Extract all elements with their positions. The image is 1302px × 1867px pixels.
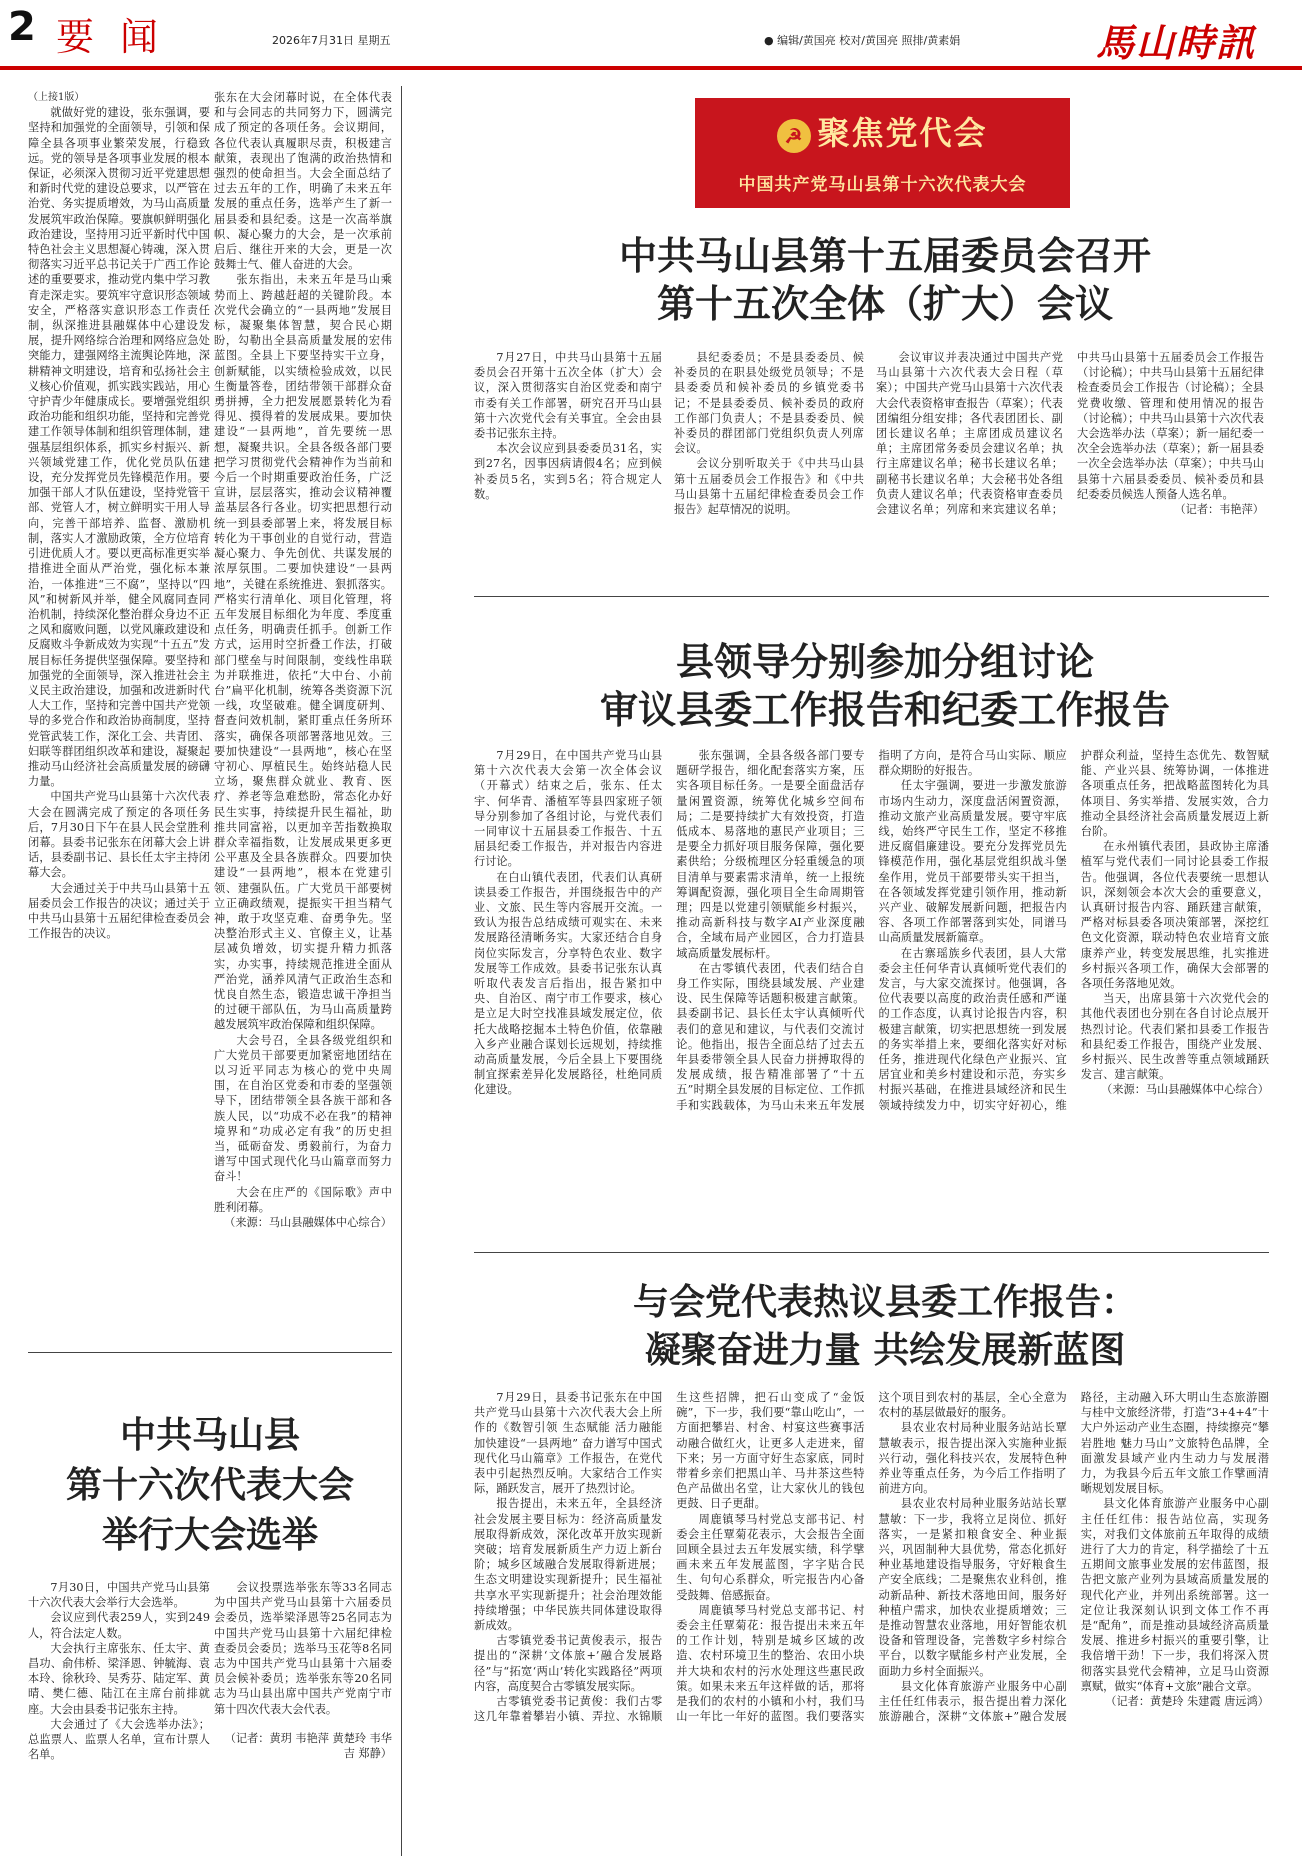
- story3-headline: [500, 638, 1270, 734]
- story2-column-2: [214, 1580, 392, 1860]
- editor-credits: ● 编辑/黄国亮 校对/黄国亮 照排/黄素娟: [764, 34, 961, 47]
- story4-columns: [474, 1390, 1269, 1860]
- story1-paragraph: 县纪委委员；不是县委委员、候补委员的在职县处级党员领导；不是县委委员和候补委员的乡镇党委书记；不是县委委员、候补委员的政府工作部门负责人；不是县委委员、候补委员的群团部门党组织负责人列席会议。: [674, 351, 864, 456]
- story2-paragraph: 会议应到代表259人，实到249人，符合法定人数。: [28, 1611, 210, 1640]
- story3-paragraph: 在永州镇代表团，县政协主席潘植军与党代表们一同讨论县委工作报告。他强调，各位代表要统一思想认识，深刻领会本次大会的重要意义，认真研讨报告内容、踊跃建言献策，严格对标县委各项决策部署，深挖红色文化资源，联动特色农业培育文旅康养产业，转变发展思维，扎实推进乡村振兴各项工作，确保大会部署的各项任务落地见效。: [1080, 840, 1269, 991]
- issue-date: 2026年7月31日 星期五: [272, 34, 391, 47]
- story2-paragraph: 会议投票选举张东等33名同志为中国共产党马山县第十六届委员会委员，选举梁泽恩等25名同志为中国共产党马山县第十六届纪律检查委员会委员；选举马玉花等8名同志为中国共产党马山县第十六届委员会候补委员；选举张东等20名同志为马山县出席中国共产党南宁市第十四次代表大会代表。: [214, 1581, 392, 1716]
- story3-paragraph: 当天，出席县第十六次党代会的其他代表团也分别在各自讨论点展开热烈讨论。代表们紧扣县委工作报告和县纪委工作报告，围绕产业发展、乡村振兴、民生改善等重点领域踊跃发言、建言献策。: [1080, 992, 1269, 1082]
- continued-marker: （上接1版）: [28, 92, 85, 103]
- story-divider: [28, 1352, 392, 1353]
- story4-paragraph: 县农业农村局种业服务站站长覃慧敏：下一步，我将立足岗位、抓好落实，一是紧扣粮食安全、种业振兴，巩固制种大县优势，常态化抓好种业基地建设指导服务，守好粮食生产安全底线；二是聚焦农业科创，推动新品种、新技术落地田间，服务好种植户需求，加快农业提质增效；三是推动智慧农业落地，用好智能农机设备和管理设备，完善数字乡村综合平台，以数字赋能乡村产业发展，全面助力乡村全面振兴。: [878, 1497, 1067, 1678]
- left-paragraph: 大会在庄严的《国际歌》声中胜利闭幕。: [214, 1185, 392, 1214]
- story1-paragraph: 本次会议应到县委委员31名，实到27名，因事因病请假4名；应到候补委员5名，实到5名；符合规定人数。: [474, 442, 662, 501]
- left-story-source: （来源：马山县融媒体中心综合）: [224, 1216, 392, 1230]
- story2-headline-line: 举行大会选举: [101, 1514, 318, 1556]
- party-congress-banner: [695, 98, 1070, 208]
- story1-headline-line: 中共马山县第十五届委员会召开: [618, 233, 1151, 278]
- story4-paragraph: 古零镇党委书记黄俊表示，报告提出的“深耕‘文体旅+’融合发展路径”与“拓宽‘两山’转化实践路径”两项内容，高度契合古零镇发展实际。: [474, 1634, 663, 1693]
- story4-paragraph: 古零镇党委书记黄俊：我们古零这几年靠着攀岩小镇、弄拉、水锦顺生这些招牌，把石山变成了“金饭碗”，下一步，我们要“靠山吃山”，一方面把攀岩、村舍、村宴这些赛事活动融合做红火，让更多人走进来，留下来；另一方面守好生态家底，同时带着乡亲们把黑山羊、马井茶这些特色产品做出名堂，让大家伙儿的钱包更鼓、日子更甜。: [474, 1391, 865, 1724]
- story1-paragraph: 会议审议并表决通过中国共产党马山县第十六次代表大会日程（草案）；中国共产党马山县第十六次代表大会代表资格审查报告（草案）；代表团编组分组安排；各代表团团长、副团长建议名单；主席团成员建议名单；主席团常务委员会建议名单；执行主席建议名单；秘书长建议名单；副秘书长建议名单；大会秘书处各组负责人建议名单；代表资格审查委员会建议名单；列席和来宾建议名单；中共马山县第十五届委员会工作报告（讨论稿）；中共马山县第十五届纪律检查委员会工作报告（讨论稿）；全县党费收缴、管理和使用情况的报告（讨论稿）；中共马山县第十六次代表大会选举办法（草案）；新一届纪委一次全会选举办法（草案）；新一届县委一次全会选举办法（草案）；中共马山县第十六届县委委员、候补委员和县纪委委员候选人预备人选名单。: [876, 351, 1264, 517]
- section-title: 要闻: [56, 15, 185, 59]
- story2-headline-line: 中共马山县: [119, 1414, 300, 1456]
- story1-headline: [500, 232, 1270, 328]
- story3-paragraph: 在白山镇代表团，代表们认真研读县委工作报告，并围绕报告中的产业、文旅、民生等内容展开交流。一致认为报告总结成绩可观实在、未来发展路径清晰务实。大家还结合自身岗位实际发言，分享特色农业、数字发展等工作成效。县委书记张东认真听取代表发言后指出，报告紧扣中央、自治区、南宁市工作要求，核心是立足大时空找准县域发展定位，依托大战略挖掘本土特色价值，依靠融入乡产业融合谋划长远规划，持续推动高质量发展，今后全县上下要围绕制宜探索差异化发展路径，杜绝同质化建设。: [474, 870, 663, 1097]
- left-paragraph: 张东指出，未来五年是马山乘势而上、跨越赶超的关键阶段。本次党代会确立的“一县两地”发展目标，凝聚集体智慧，契合民心期盼，勾勒出全县高质量发展的宏伟蓝图。全县上下要坚持实干立身，创新赋能，以实绩检验成效，以民生衡量答卷，团结带领干部群众奋勇拼搏，全力把发展愿景转化为看得见、摸得着的发展成果。要加快建设“一县两地”，首先要统一思想，凝聚共识。全县各级各部门要把学习贯彻党代会精神作为当前和今后一个时期重要政治任务，广泛宣讲，层层落实，推动会议精神覆盖基层各行各业。切实把思想行动统一到县委部署上来，将发展目标转化为干事创业的自觉行动，营造凝心聚力、争先创优、共谋发展的浓厚氛围。二要加快建设“一县两地”，关键在系统推进、狠抓落实。严格实行清单化、项目化管理，将五年发展目标细化为年度、季度重点任务，明确责任抓手。创新工作方式，运用时空折叠工作法，打破部门壁垒与时间限制，变线性串联为并联推进，依托“大中台、小前台”扁平化机制，统筹各类资源下沉一线，攻坚破难。健全调度研判、督查问效机制，紧盯重点任务所环落实，确保各项部署落地见效。三要加快建设“一县两地”，核心在坚守初心、厚植民生。始终站稳人民立场，聚焦群众就业、教育、医疗、养老等急难愁盼，常态化办好民生实事，持续提升民生福祉，助推共同富裕，以更加辛苦指数换取群众幸福指数，让发展成果更多更公平惠及全县各族群众。四要加快建设“一县两地”，根本在党建引领、建强队伍。广大党员干部要树立正确政绩观，提振实干担当精气神，敢于攻坚克难、奋勇争先。坚决整治形式主义、官僚主义，让基层减负增效，切实提升精力抓落实，办实事，持续规范推进全面从严治党，涵养风清气正政治生态和忧良自然生态，锻造忠诚干净担当的过硬干部队伍，为马山高质量跨越发展筑牢政治保障和组织保障。: [214, 273, 392, 1032]
- left-story-column-2: [214, 90, 392, 1325]
- story2-paragraph: 大会执行主席张东、任太宇、黄昌功、俞伟桥、梁泽恩、钟毓海、袁本玲、徐秋玲、吴秀芬、陆定军、黄晴、樊仁德、陆江在主席台前排就座。大会由县委书记张东主持。: [28, 1641, 210, 1716]
- story4-headline-line: 与会党代表热议县委工作报告：: [632, 1281, 1137, 1323]
- left-paragraph: 大会号召，全县各级党组织和广大党员干部要更加紧密地团结在以习近平同志为核心的党中央周围，在自治区党委和市委的坚强领导下，团结带领全县各族干部和各族人民，以“功成不必在我”的精神境界和“功成必定有我”的历史担当，砥砺奋发、勇毅前行，为奋力谱写中国式现代化马山篇章而努力奋斗！: [214, 1033, 392, 1184]
- story2-column-1: [28, 1580, 210, 1860]
- story4-paragraph: 县文化体育旅游产业服务中心副主任任红伟表示，报告提出着力深化旅游融合，深耕“文体旅+”融合发展路径，主动融入环大明山生态旅游圈与桂中文旅经济带，打造“3+4+4”十大户外运动产业生态圈，持续擦亮“攀岩胜地 魅力马山”文旅特色品牌，全面激发县域产业内生动力与发展潜力，为我县今后五年文旅工作擘画清晰规划发展目标。: [878, 1391, 1269, 1724]
- story4-source: （记者：黄楚玲 朱建霞 唐远鸿）: [1105, 1695, 1269, 1709]
- story1-source: （记者：韦艳萍）: [1174, 503, 1264, 517]
- story2-source: （记者：黄玥 韦艳萍 黄楚玲 韦华吉 郑静）: [224, 1731, 392, 1761]
- story1-headline-line: 第十五次全体（扩大）会议: [656, 281, 1113, 326]
- story3-source: （来源：马山县融媒体中心综合）: [1101, 1083, 1269, 1097]
- story4-paragraph: 周鹿镇琴马村党总支部书记、村委会主任覃菊花表示，大会报告全面回顾全县过去五年发展实绩，科学擘画未来五年发展蓝图，字字贴合民生、句句心系群众，听完报告内心备受鼓舞、倍感振奋。: [676, 1512, 865, 1602]
- page-number: 2: [8, 4, 36, 50]
- story2-paragraph: 7月30日，中国共产党马山县第十六次代表大会举行大会选举。: [28, 1581, 210, 1610]
- story1-column-3: [876, 350, 1264, 585]
- story1-paragraph: 会议分别听取关于《中共马山县第十五届委员会工作报告》和《中共马山县第十五届纪律检查委员会工作报告》起草情况的说明。: [674, 457, 864, 517]
- page-header: [0, 0, 1302, 74]
- story2-headline-line: 第十六次代表大会: [65, 1464, 354, 1506]
- story2-paragraph: 大会通过了《大会选举办法》；总监票人、监票人名单，宣布计票人名单。: [28, 1717, 210, 1762]
- left-paragraph: 就做好党的建设，张东强调，要坚持和加强党的全面领导，引领和保障全县各项事业繁荣发展，行稳致远。党的领导是各项事业发展的根本保证，必须深入贯彻习近平党建思想和新时代党的建设总要求，以严管在治党、务实提质增效，为马山高质量发展筑牢政治保障。要旗帜鲜明强化政治建设，坚持用习近平新时代中国特色社会主义思想凝心铸魂，深入贯彻落实习近平总书记关于广西工作论述的重要要求，推动党内集中学习教育走深走实。要筑牢守意识形态领域安全，严格落实意识形态工作责任制，纵深推进县融媒体中心建设发展，提升网络综合治理和网络应急处突能力，建强网络主流舆论阵地，深耕精神文明建设，培育和弘扬社会主义核心价值观，抓实践实践站，用心守护青少年健康成长。要增强党组织政治功能和组织功能，坚持和完善党建工作领导体制和组织管理体制，建强基层组织体系，抓实乡村振兴、新兴领域党建工作，优化党员队伍建设，充分发挥党员先锋模范作用。要加强干部人才队伍建设，坚持党管干部、党管人才，树立鲜明实干用人导向，完善干部培养、监督、激励机制，落实人才激励政策，全方位培育引进优质人才。要以更高标准更实举措推进全面从严治党，强化标本兼治，一体推进“三不腐”，坚持以“四风”和树新风并举，健全风腐同查同治机制，持续深化整治群众身边不正之风和腐败问题，以党风廉政建设和反腐败斗争新成效为实现“十五五”发展目标任务提供坚强保障。要坚持和加强党的全面领导，深入推进社会主义民主政治建设，加强和改进新时代人大工作，坚持和完善中国共产党领导的多党合作和政治协商制度，坚持党管武装工作，深化工会、共青团、妇联等群团组织改革和建设，凝聚起推动马山经济社会高质量发展的磅礴力量。: [28, 106, 210, 789]
- story3-paragraph: 在古寨瑶族乡代表团，县人大常委会主任何华青认真倾听党代表们的发言，与大家交流探讨。他强调，各位代表要以高度的政治责任感和严谨的工作态度，认真讨论报告内容，积极建言献策，切实把思想统一到发展的务实举措上来，要细化落实好对标任务，推进现代化绿色产业振兴、宜居宜业和美乡村建设和示范，夯实乡村振兴基础，在推进县域经济和民生领域持续发力中，切实守好初心，维护群众利益，坚持生态优先、数智赋能、产业兴县、统筹协调，一体推进各项重点任务，把战略蓝图转化为具体项目、务实举措、发展实效，合力推动全县经济社会高质量发展迈上新台阶。: [878, 749, 1269, 1112]
- left-story-column-1: [28, 90, 210, 1325]
- story4-paragraph: 报告提出，未来五年，全县经济社会发展主要目标为：经济高质量发展取得新成效，深化改革开放实现新突破；培育发展新质生产力迈上新台阶；城乡区域融合发展取得新进展；生态文明建设实现新提升；民生福祉共享水平实现新提升；社会治理效能持续增强；中华民族共同体建设取得新成效。: [474, 1497, 663, 1633]
- story3-columns: [474, 748, 1269, 1234]
- story3-paragraph: 任太宇强调，要进一步激发旅游市场内生动力，深度盘活闲置资源，推动文旅产业高质量发展。要守牢底线，始终严守民生工作，坚定不移推进反腐倡廉建设。要充分发挥党员先锋模范作用，强化基层党组织战斗堡垒作用，党员干部要带头实干担当，在各领域发挥党建引领作用，推动新兴产业、破解发展新问题，把报告内容、各项工作部署落到实处，同谱马山高质量发展新篇章。: [878, 779, 1067, 945]
- story1-column-2: [674, 350, 864, 570]
- column-divider: [401, 86, 402, 1856]
- banner-subtitle: 中国共产党马山县第十六次代表大会: [738, 175, 1027, 195]
- story-divider: [474, 1252, 1269, 1253]
- left-paragraph: 张东在大会闭幕时说，在全体代表和与会同志的共同努力下，圆满完成了预定的各项任务。会议期间，各位代表认真履职尽责，积极建言献策，表现出了饱满的政治热情和强烈的使命担当。大会全面总结了过去五年的工作，明确了未来五年发展的重点任务，选举产生了新一届县委和县纪委。这是一次高举旗帜、凝心聚力的大会，是一次承前启后、继往开来的大会，更是一次鼓舞士气、催人奋进的大会。: [214, 91, 392, 272]
- left-paragraph: 大会通过关于中共马山县第十五届委员会工作报告的决议；通过关于中共马山县第十五届纪律检查委员会工作报告的决议。: [28, 881, 210, 941]
- story1-column-1: [474, 350, 662, 570]
- story4-paragraph: 7月29日，县委书记张东在中国共产党马山县第十六次代表大会上所作的《数智引领 生态赋能 活力融能 加快建设“一县两地” 奋力谱写中国式现代化马山篇章》工作报告，在党代表中引起热烈反响。大家结合工作实际，踊跃发言，展开了热烈讨论。: [474, 1391, 663, 1496]
- story-divider: [474, 596, 1269, 597]
- story3-headline-line: 县领导分别参加分组讨论: [675, 639, 1094, 684]
- story3-headline-line: 审议县委工作报告和纪委工作报告: [599, 687, 1170, 732]
- left-paragraph: 中国共产党马山县第十六次代表大会在圆满完成了预定的各项任务后，7月30日下午在县人民会堂胜利闭幕。县委书记张东在闭幕大会上讲话，县委副书记、县长任太宇主持闭幕大会。: [28, 790, 210, 880]
- story1-paragraph: 7月27日，中共马山县第十五届委员会召开第十五次全体（扩大）会议，深入贯彻落实自治区党委和南宁市委有关工作部署，研究召开马山县第十六次党代会有关事宜。全会由县委书记张东主持。: [474, 351, 662, 441]
- story4-headline: [500, 1278, 1270, 1374]
- story3-paragraph: 张东强调，全县各级各部门要专题研学报告，细化配套落实方案，压实各项目标任务。一是要全面盘活存量闲置资源，统筹优化城乡空间布局；二是要持续扩大有效投资，打造低成本、易落地的惠民产业项目；三是要全力抓好项目服务保障，强化要素供给；分级梳理区分轻重缓急的项目清单与要素需求清单，统一上报统筹调配资源，强化项目全生命周期管理；四是以党建引领赋能乡村振兴，推动高新科技与数字AI产业深度融合，全域布局产业园区，合力打造县域高质量发展标杆。: [676, 749, 865, 960]
- story2-headline: [40, 1410, 380, 1560]
- story4-paragraph: 县文化体育旅游产业服务中心副主任任红伟：报告站位高，实现务实，对我们文体旅前五年取得的成绩进行了大力的肯定，科学描绘了十五五期间文旅事业发展的宏伟蓝图，报告把文旅产业列为县域高质量发展的现代化产业，并列出系统部署。这一定位让我深刻认识到文体工作不再是“配角”，而是推动县域经济高质量发展、推进乡村振兴的重要引擎，让我倍增干劲！下一步，我们将深入贯彻落实县党代会精神，立足马山资源禀赋，做实“体育+文旅”融合文章。: [1080, 1497, 1269, 1693]
- story4-paragraph: 县农业农村局种业服务站站长覃慧敏表示，报告提出深入实施种业振兴行动，强化科技兴农，发展特色种养业等重点任务，为今后工作指明了前进方向。: [878, 1421, 1067, 1496]
- party-emblem-icon: ☭: [777, 119, 811, 153]
- banner-title: 聚焦党代会: [817, 114, 988, 152]
- story4-headline-line: 凝聚奋进力量 共绘发展新蓝图: [644, 1329, 1126, 1371]
- newspaper-masthead: 馬山時訊: [1096, 20, 1257, 65]
- header-rule: [0, 66, 1302, 70]
- story3-paragraph: 在古零镇代表团，代表们结合自身工作实际，围绕县域发展、产业建设、民生保障等话题积极建言献策。县委副书记、县长任太宇认真倾听代表们的意见和建议，与代表们交流讨论。他指出，报告全面总结了过去五年县委带领全县人民奋力拼搏取得的发展成绩，报告精准部署了“十五五”时期全县发展的目标定位、工作抓手和实践载体，为马山未来五年发展指明了方向，是符合马山实际、顺应群众期盼的好报告。: [676, 749, 1067, 1112]
- story3-paragraph: 7月29日，在中国共产党马山县第十六次代表大会第一次全体会议（开幕式）结束之后，张东、任太宇、何华青、潘植军等县四家班子领导分别参加了各组讨论，与党代表们一同审议十五届县委工作报告、十五届县纪委工作报告，并对报告内容进行讨论。: [474, 749, 663, 869]
- story4-paragraph: 周鹿镇琴马村党总支部书记、村委会主任覃菊花：报告提出未来五年的工作计划，特别是城乡区域的改造、农村环境卫生的整治、农田小块并大块和农村的污水处理这些惠民政策。如果未来五年这样做的话，那将是我们的农村的小镇和小村，我们马山一年比一年好的蓝图。我们要落实这个项目到农村的基层，全心全意为农村的基层做最好的服务。: [676, 1391, 1067, 1724]
